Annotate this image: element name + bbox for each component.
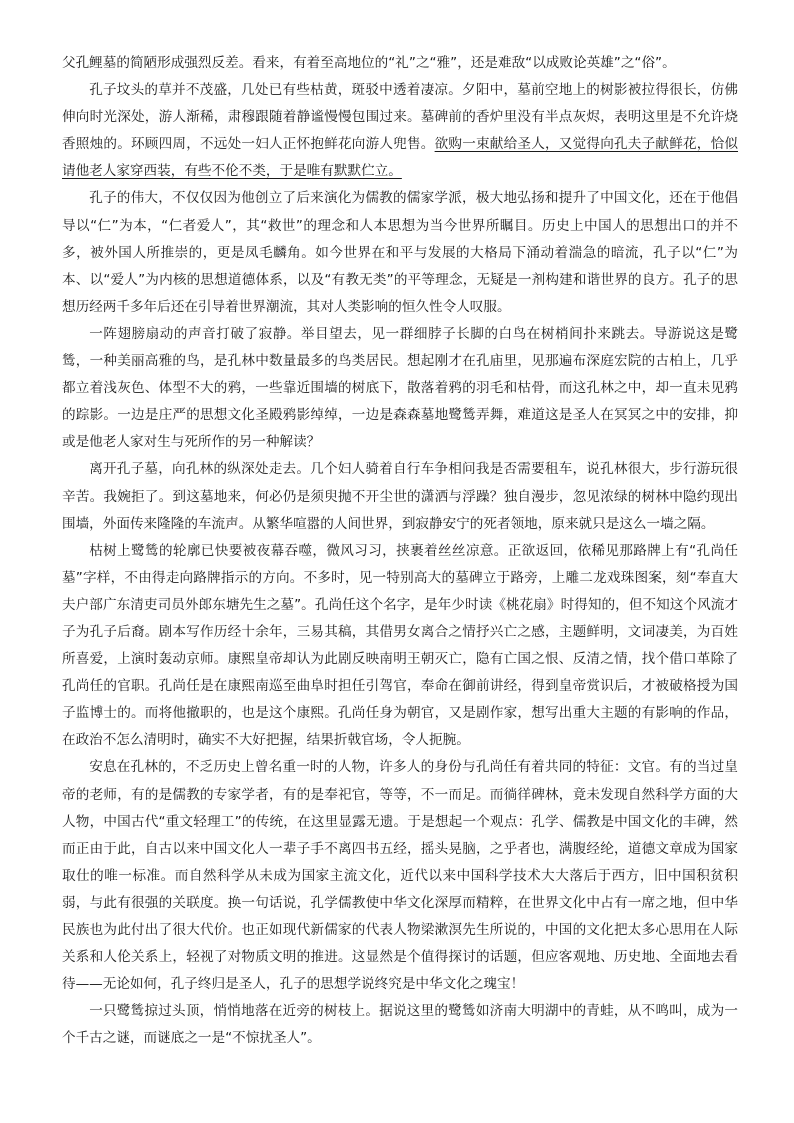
paragraph-1: 父孔鲤墓的简陋形成强烈反差。看来，有着至高地位的“礼”之“雅”，还是难敌“以成败论英雄”之“俗”。 [62,55,676,71]
paragraph-6: 枯树上鹭鸶的轮廓已快要被夜幕吞噬，微风习习，挟裹着丝丝凉意。正欲返回，依稀见那路牌上有“孔尚任墓”字样，不由得走向路牌指示的方向。不多时，见一特别高大的墓碑立于路旁，上雕二龙戏珠图案，刻“奉直大夫户部广东清吏司员外郎东塘先生之墓”。孔尚任这个名字，是年少时读《桃花扇》时得知的，但不知这个风流才子为孔子后裔。剧本写作历经十余年，三易其稿，其借男女离合之情抒兴亡之感，主题鲜明，文词凄美，为百姓所喜爱，上演时轰动京师。康熙皇帝却认为此剧反映南明王朝灭亡，隐有亡国之恨、反清之情，找个借口革除了孔尚任的官职。孔尚任是在康熙南巡至曲阜时担任引驾官，奉命在御前讲经，得到皇帝赏识后，才被破格授为国子监博士的。而将他撤职的，也是这个康熙。孔尚任身为朝官，又是剧作家，想写出重大主题的有影响的作品，在政治不怎么清明时，确实不大好把握，结果折戟官场，令人扼腕。 [62,542,738,749]
paragraph-5: 离开孔子墓，向孔林的纵深处走去。几个妇人骑着自行车争相问我是否需要租车，说孔林很大，步行游玩很辛苦。我婉拒了。到这墓地来，何必仍是须臾抛不开尘世的潇洒与浮躁？独自漫步，忽见浓绿的树林中隐约现出围墙，外面传来隆隆的车流声。从繁华喧嚣的人间世界，到寂静安宁的死者领地，原来就只是这么一墙之隔。 [62,461,738,532]
underlined-sentence: 欲购一束献给圣人，又觉得向孔夫子献鲜花，恰似请他老人家穿西装，有些不伦不类，于是唯有默默伫立。 [62,136,739,180]
paragraph-4: 一阵翅膀扇动的声音打破了寂静。举目望去，见一群细脖子长脚的白鸟在树梢间扑来跳去。导游说这是鹭鸶，一种美丽高雅的鸟，是孔林中数量最多的鸟类居民。想起刚才在孔庙里，见那遍布深庭宏院的古柏上，几乎都立着浅灰色、体型不大的鸦，一些靠近围墙的树底下，散落着鸦的羽毛和枯骨，而这孔林之中，却一直未见鸦的踪影。一边是庄严的思想文化圣殿鸦影绰绰，一边是森森墓地鹭鸶弄舞，难道这是圣人在冥冥之中的安排，抑或是他老人家对生与死所作的另一种解读？ [62,325,738,451]
paragraph-8: 一只鹭鸶掠过头顶，悄悄地落在近旁的树枝上。据说这里的鹭鸶如济南大明湖中的青蛙，从不鸣叫，成为一个千古之谜，而谜底之一是“不惊扰圣人”。 [62,1003,738,1047]
paragraph-3: 孔子的伟大，不仅仅因为他创立了后来演化为儒教的儒家学派，极大地弘扬和提升了中国文化，还在于他倡导以“仁”为本，“仁者爱人”，其“救世”的理念和人本思想为当今世界所瞩目。历史上中国人的思想出口的并不多，被外国人所推崇的，更是凤毛麟角。如今世界在和平与发展的大格局下涌动着湍急的暗流，孔子以“仁”为本、以“爱人”为内核的思想道德体系，以及“有教无类”的平等理念，无疑是一剂构建和谐世界的良方。孔子的思想历经两千多年后还在引导着世界潮流，其对人类影响的恒久性令人叹服。 [62,190,738,315]
paragraph-2-text: 孔子坟头的草并不茂盛，几处已有些枯黄，斑驳中透着凄凉。夕阳中，墓前空地上的树影被拉得很长，仿佛伸向时光深处，游人渐稀，肃穆跟随着静谧慢慢包围过来。墓碑前的香炉里没有半点灰烬，表明这里是不允许烧香照烛的。环顾四周，不远处一妇人正怀抱鲜花向游人兜售。 [62,82,738,153]
article-body [62,50,738,1052]
paragraph-2 [62,77,738,185]
paragraph-7: 安息在孔林的，不乏历史上曾名重一时的人物，许多人的身份与孔尚任有着共同的特征：文官。有的当过皇帝的老师，有的是儒教的专家学者，有的是奉祀官，等等，不一而足。而徜徉碑林，竟未发现自然科学方面的大人物，中国古代“重文轻理工”的传统，在这里显露无遗。于是想起一个观点：孔学、儒教是中国文化的丰碑，然而正由于此，自古以来中国文化人一辈子手不离四书五经，摇头晃脑，之乎者也，满腹经纶，道德文章成为国家取仕的唯一标准。而自然科学从未成为国家主流文化，近代以来中国科学技术大大落后于西方，旧中国积贫积弱，与此有很强的关联度。换一句话说，孔学儒教使中华文化深厚而精粹，在世界文化中占有一席之地，但中华民族也为此付出了很大代价。也正如现代新儒家的代表人物梁漱溟先生所说的，中国的文化把太多心思用在人际关系和人伦关系上，轻视了对物质文明的推进。这显然是个值得探讨的话题，但应客观地、历史地、全面地去看待——无论如何，孔子终归是圣人，孔子的思想学说终究是中华文化之瑰宝！ [62,759,738,993]
